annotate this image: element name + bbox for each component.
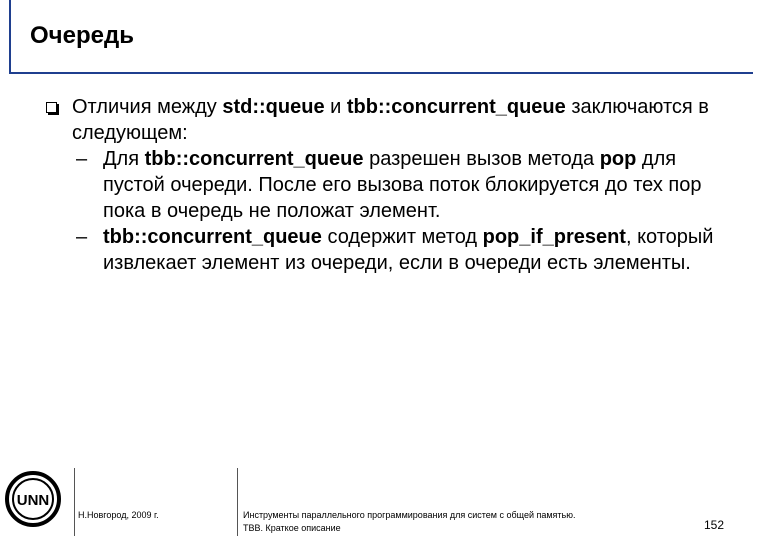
sub2-code-pop-if-present: pop_if_present — [482, 226, 626, 248]
bullet-code-std-queue: std::queue — [222, 96, 325, 118]
sub1-text-2: разрешен вызов метода — [363, 148, 600, 170]
bullet-text-lead: Отличия между — [72, 96, 223, 118]
unn-logo-icon — [4, 470, 62, 528]
square-bullet-icon — [46, 102, 57, 113]
title-rule-horizontal — [9, 72, 753, 74]
slide-body — [46, 94, 736, 276]
main-bullet — [46, 94, 736, 146]
sub-item-2 — [46, 224, 736, 276]
footer-city-year: Н.Новгород, 2009 г. — [78, 510, 159, 520]
page-number: 152 — [703, 518, 724, 532]
footer-course-line1: Инструменты параллельного программирования для систем с общей памятью. — [243, 510, 576, 520]
sub1-code-pop: pop — [599, 148, 637, 170]
bullet-text-mid: и — [324, 96, 347, 118]
sub2-text-1: содержит метод — [321, 226, 483, 248]
bullet-code-concurrent-queue: tbb::concurrent_queue — [346, 96, 566, 118]
bullet-text-tail: заключаются в следующем: — [72, 96, 709, 144]
footer-divider — [74, 468, 75, 536]
footer-course — [243, 509, 643, 535]
sub2-text-2: , который извлекает элемент из очереди, если в очереди есть элементы. — [103, 226, 714, 274]
sub1-text-3: для пустой очереди. После его вызова поток блокируется до тех пор пока в очередь не положат элемент. — [103, 148, 702, 222]
slide-title: Очередь — [30, 22, 134, 49]
footer-divider — [237, 468, 238, 536]
logo-lettering: UNN — [16, 492, 50, 509]
sub1-text-1: Для — [103, 148, 145, 170]
title-rule-vertical — [9, 0, 11, 74]
sub-item-1 — [46, 146, 736, 224]
footer-course-line2: TBB. Краткое описание — [243, 523, 341, 533]
sub1-code-concurrent-queue: tbb::concurrent_queue — [144, 148, 364, 170]
dash-marker: – — [76, 148, 88, 170]
dash-marker: – — [76, 226, 88, 248]
sub2-code-concurrent-queue: tbb::concurrent_queue — [103, 226, 322, 248]
